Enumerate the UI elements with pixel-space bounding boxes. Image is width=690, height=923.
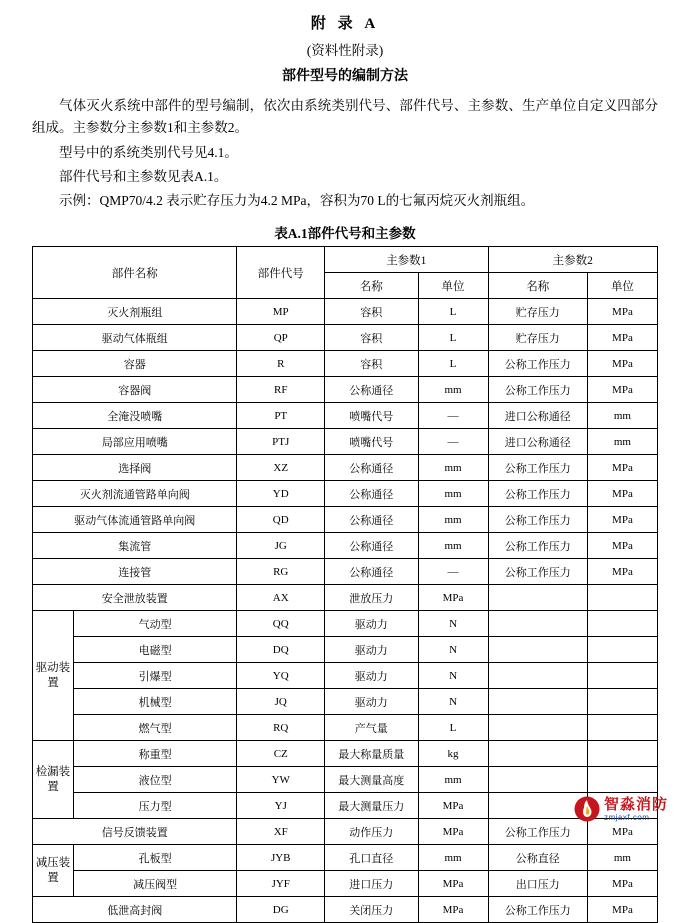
cell-param1-unit: mm <box>418 533 488 559</box>
cell-param1-name: 最大称量质量 <box>325 741 418 767</box>
cell-component-name: 燃气型 <box>73 715 237 741</box>
cell-component-name: 引爆型 <box>73 663 237 689</box>
cell-param2-unit: MPa <box>587 299 657 325</box>
cell-component-code: XZ <box>237 455 325 481</box>
cell-component-name: 减压阀型 <box>73 871 237 897</box>
cell-param1-name: 孔口直径 <box>325 845 418 871</box>
cell-component-code: JYF <box>237 871 325 897</box>
cell-param2-name: 进口公称通径 <box>488 429 587 455</box>
cell-component-code: AX <box>237 585 325 611</box>
cell-component-name: 信号反馈装置 <box>33 819 237 845</box>
cell-param1-name: 容积 <box>325 351 418 377</box>
table-row <box>33 689 658 715</box>
cell-component-name: 机械型 <box>73 689 237 715</box>
cell-param2-name <box>488 611 587 637</box>
cell-param2-unit <box>587 741 657 767</box>
cell-param2-name: 公称工作压力 <box>488 507 587 533</box>
cell-param1-unit: mm <box>418 845 488 871</box>
cell-param2-unit <box>587 793 657 819</box>
cell-param2-unit: MPa <box>587 533 657 559</box>
cell-component-name: 电磁型 <box>73 637 237 663</box>
paragraph-1: 气体灭火系统中部件的型号编制，依次由系统类别代号、部件代号、主参数、生产单位自定义四部分组成。主参数分主参数1和主参数2。 <box>32 98 658 136</box>
paragraph-2: 型号中的系统类别代号见4.1。 <box>59 144 238 160</box>
cell-component-name: 灭火剂瓶组 <box>33 299 237 325</box>
cell-param2-name: 公称工作压力 <box>488 481 587 507</box>
cell-component-code: DG <box>237 897 325 923</box>
cell-param1-unit: N <box>418 663 488 689</box>
cell-group-label: 减压装置 <box>33 845 74 897</box>
cell-param2-name <box>488 741 587 767</box>
cell-component-code: MP <box>237 299 325 325</box>
cell-param2-unit: MPa <box>587 559 657 585</box>
table-header <box>33 247 658 299</box>
cell-param1-unit: L <box>418 299 488 325</box>
cell-group-label: 检漏装置 <box>33 741 74 819</box>
cell-param1-unit: mm <box>418 377 488 403</box>
cell-component-name: 气动型 <box>73 611 237 637</box>
watermark-subtitle: zmjaxf.com <box>603 812 650 822</box>
cell-param2-unit: MPa <box>587 819 657 845</box>
cell-param2-unit: mm <box>587 845 657 871</box>
cell-param1-name: 公称通径 <box>325 507 418 533</box>
cell-group-label: 驱动装置 <box>33 611 74 741</box>
cell-component-code: YQ <box>237 663 325 689</box>
cell-component-name: 选择阀 <box>33 455 237 481</box>
cell-param1-name: 关闭压力 <box>325 897 418 923</box>
cell-param1-name: 喷嘴代号 <box>325 403 418 429</box>
cell-param1-unit: — <box>418 403 488 429</box>
cell-param1-unit: mm <box>418 507 488 533</box>
cell-component-name: 液位型 <box>73 767 237 793</box>
cell-param2-name: 贮存压力 <box>488 299 587 325</box>
table-row <box>33 559 658 585</box>
cell-param1-unit: mm <box>418 455 488 481</box>
cell-param2-name <box>488 715 587 741</box>
cell-param1-name: 公称通径 <box>325 377 418 403</box>
cell-param2-unit <box>587 663 657 689</box>
table-header-row-1 <box>33 247 658 273</box>
cell-param2-unit <box>587 767 657 793</box>
cell-component-code: DQ <box>237 637 325 663</box>
cell-param2-name: 公称工作压力 <box>488 533 587 559</box>
table-row <box>33 403 658 429</box>
table-row <box>33 897 658 923</box>
cell-param2-name: 公称工作压力 <box>488 377 587 403</box>
cell-param2-name <box>488 689 587 715</box>
cell-param2-name: 公称工作压力 <box>488 351 587 377</box>
header-param2-unit: 单位 <box>587 273 657 299</box>
cell-param1-unit: L <box>418 325 488 351</box>
cell-component-code: QD <box>237 507 325 533</box>
cell-component-code: RQ <box>237 715 325 741</box>
cell-component-code: YD <box>237 481 325 507</box>
table-row <box>33 871 658 897</box>
cell-param2-unit <box>587 689 657 715</box>
table-row <box>33 715 658 741</box>
cell-param1-name: 动作压力 <box>325 819 418 845</box>
appendix-kind: (资料性附录) <box>306 43 384 58</box>
cell-param2-unit: MPa <box>587 507 657 533</box>
paragraph-4: 示例：QMP70/4.2 表示贮存压力为4.2 MPa，容积为70 L的七氟丙烷灭火剂瓶组。 <box>59 193 535 209</box>
cell-param1-name: 公称通径 <box>325 455 418 481</box>
cell-param1-name: 驱动力 <box>325 611 418 637</box>
cell-param2-unit: mm <box>587 429 657 455</box>
cell-component-code: QQ <box>237 611 325 637</box>
cell-param2-name <box>488 767 587 793</box>
appendix-subject: 部件型号的编制方法 <box>282 69 408 84</box>
table-row <box>33 793 658 819</box>
cell-param1-unit: L <box>418 715 488 741</box>
cell-param2-name: 公称工作压力 <box>488 897 587 923</box>
cell-param2-name: 公称直径 <box>488 845 587 871</box>
cell-param2-name: 公称工作压力 <box>488 559 587 585</box>
table-row <box>33 533 658 559</box>
cell-param1-unit: mm <box>418 481 488 507</box>
cell-component-code: JYB <box>237 845 325 871</box>
table-row <box>33 507 658 533</box>
cell-component-name: 容器 <box>33 351 237 377</box>
cell-param2-name: 进口公称通径 <box>488 403 587 429</box>
header-param1-unit: 单位 <box>418 273 488 299</box>
cell-param2-unit: MPa <box>587 871 657 897</box>
cell-component-name: 孔板型 <box>73 845 237 871</box>
cell-param1-name: 最大测量压力 <box>325 793 418 819</box>
cell-param1-unit: L <box>418 351 488 377</box>
table-row <box>33 767 658 793</box>
cell-component-name: 局部应用喷嘴 <box>33 429 237 455</box>
cell-param1-name: 喷嘴代号 <box>325 429 418 455</box>
cell-param2-name: 贮存压力 <box>488 325 587 351</box>
table-row <box>33 325 658 351</box>
cell-component-code: CZ <box>237 741 325 767</box>
cell-param1-name: 公称通径 <box>325 559 418 585</box>
cell-component-code: YJ <box>237 793 325 819</box>
cell-param2-unit: MPa <box>587 325 657 351</box>
cell-param1-unit: MPa <box>418 871 488 897</box>
cell-param1-unit: kg <box>418 741 488 767</box>
cell-param2-unit <box>587 585 657 611</box>
cell-param1-name: 容积 <box>325 325 418 351</box>
table-row <box>33 637 658 663</box>
cell-param2-unit: MPa <box>587 481 657 507</box>
cell-param1-name: 公称通径 <box>325 533 418 559</box>
cell-component-code: YW <box>237 767 325 793</box>
cell-param2-unit <box>587 715 657 741</box>
table-row <box>33 611 658 637</box>
cell-component-name: 称重型 <box>73 741 237 767</box>
cell-param1-unit: MPa <box>418 819 488 845</box>
cell-param2-name: 公称工作压力 <box>488 819 587 845</box>
header-component-name: 部件名称 <box>33 247 237 299</box>
cell-component-name: 驱动气体流通管路单向阀 <box>33 507 237 533</box>
cell-param1-unit: N <box>418 611 488 637</box>
cell-component-code: QP <box>237 325 325 351</box>
cell-param2-unit <box>587 611 657 637</box>
table-caption: 表A.1部件代号和主参数 <box>274 226 416 242</box>
cell-component-code: JG <box>237 533 325 559</box>
cell-component-name: 压力型 <box>73 793 237 819</box>
cell-param1-unit: N <box>418 637 488 663</box>
cell-param1-unit: MPa <box>418 897 488 923</box>
table-row <box>33 741 658 767</box>
cell-component-code: PT <box>237 403 325 429</box>
cell-param1-name: 驱动力 <box>325 689 418 715</box>
cell-param2-unit: MPa <box>587 377 657 403</box>
cell-param1-unit: MPa <box>418 793 488 819</box>
table-row <box>33 845 658 871</box>
cell-param2-unit: mm <box>587 403 657 429</box>
cell-param2-name: 公称工作压力 <box>488 455 587 481</box>
cell-param1-name: 驱动力 <box>325 663 418 689</box>
cell-component-code: XF <box>237 819 325 845</box>
cell-component-name: 安全泄放装置 <box>33 585 237 611</box>
table-row <box>33 429 658 455</box>
table-row <box>33 663 658 689</box>
cell-param1-unit: MPa <box>418 585 488 611</box>
cell-component-code: RG <box>237 559 325 585</box>
cell-component-code: JQ <box>237 689 325 715</box>
cell-param2-unit <box>587 637 657 663</box>
table-row <box>33 585 658 611</box>
watermark-title: 智淼消防 <box>603 795 668 813</box>
cell-component-name: 灭火剂流通管路单向阀 <box>33 481 237 507</box>
cell-param1-name: 公称通径 <box>325 481 418 507</box>
cell-param1-unit: — <box>418 559 488 585</box>
cell-param1-name: 泄放压力 <box>325 585 418 611</box>
appendix-title: 附 录 A <box>310 16 380 32</box>
cell-param1-unit: — <box>418 429 488 455</box>
cell-component-name: 全淹没喷嘴 <box>33 403 237 429</box>
cell-param2-name <box>488 793 587 819</box>
cell-param1-unit: mm <box>418 767 488 793</box>
header-param2-name: 名称 <box>488 273 587 299</box>
cell-param1-name: 驱动力 <box>325 637 418 663</box>
cell-param1-name: 进口压力 <box>325 871 418 897</box>
table-row <box>33 819 658 845</box>
header-param1-name: 名称 <box>325 273 418 299</box>
table-row <box>33 299 658 325</box>
cell-param1-unit: N <box>418 689 488 715</box>
cell-component-name: 连接管 <box>33 559 237 585</box>
table-row <box>33 377 658 403</box>
table-row <box>33 351 658 377</box>
cell-param2-name: 出口压力 <box>488 871 587 897</box>
table-row <box>33 481 658 507</box>
header-param1: 主参数1 <box>325 247 489 273</box>
cell-component-name: 容器阀 <box>33 377 237 403</box>
cell-component-code: R <box>237 351 325 377</box>
cell-component-code: PTJ <box>237 429 325 455</box>
cell-param2-unit: MPa <box>587 897 657 923</box>
cell-component-name: 低泄高封阀 <box>33 897 237 923</box>
paragraph-3: 部件代号和主参数见表A.1。 <box>59 168 228 184</box>
header-component-code: 部件代号 <box>237 247 325 299</box>
cell-param2-name <box>488 663 587 689</box>
cell-param1-name: 容积 <box>325 299 418 325</box>
cell-component-name: 驱动气体瓶组 <box>33 325 237 351</box>
cell-param1-name: 产气量 <box>325 715 418 741</box>
table-body <box>33 299 658 923</box>
cell-param1-name: 最大测量高度 <box>325 767 418 793</box>
header-param2: 主参数2 <box>488 247 657 273</box>
cell-param2-name <box>488 585 587 611</box>
cell-param2-name <box>488 637 587 663</box>
cell-param2-unit: MPa <box>587 455 657 481</box>
table-row <box>33 455 658 481</box>
cell-component-code: RF <box>237 377 325 403</box>
cell-component-name: 集流管 <box>33 533 237 559</box>
component-code-table <box>32 246 658 923</box>
cell-param2-unit: MPa <box>587 351 657 377</box>
